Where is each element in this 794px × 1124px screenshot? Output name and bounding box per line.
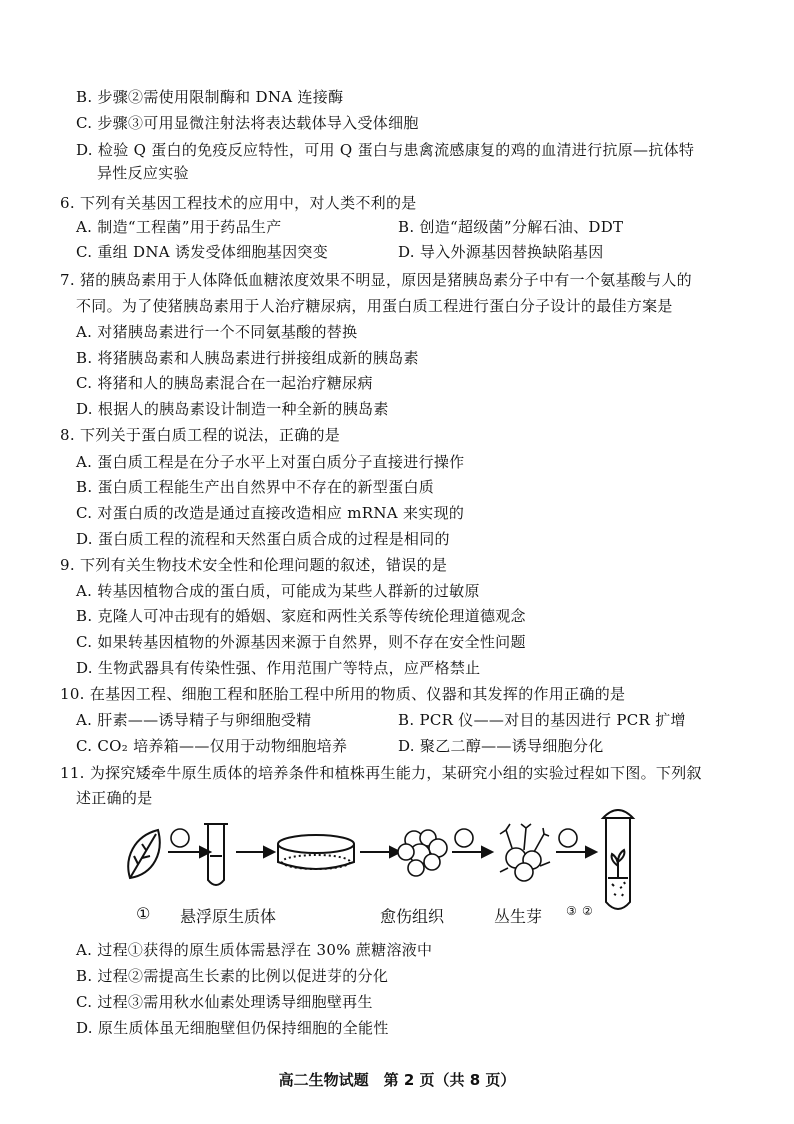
q8-option-b: B. 蛋白质工程能生产出自然界中不存在的新型蛋白质: [76, 478, 435, 496]
q11-stem-line1: 11. 为探究矮牵牛原生质体的培养条件和植株再生能力，某研究小组的实验过程如下图。下列叙: [60, 764, 702, 782]
experiment-flow-diagram: [120, 818, 640, 928]
q11-option-c: C. 过程③需用秋水仙素处理诱导细胞壁再生: [76, 993, 373, 1011]
q5-option-d-line1: D. 检验 Q 蛋白的免疫反应特性，可用 Q 蛋白与患禽流感康复的鸡的血清进行抗原—抗体特: [76, 141, 695, 159]
test-tube-icon: [204, 824, 228, 885]
q6-option-b: B. 创造“超级菌”分解石油、DDT: [398, 218, 624, 236]
q10-option-a: A. 肝素——诱导精子与卵细胞受精: [76, 711, 312, 729]
q10-stem: 10. 在基因工程、细胞工程和胚胎工程中所用的物质、仪器和其发挥的作用正确的是: [60, 685, 626, 703]
fig-step3-label: ③: [566, 904, 577, 918]
q8-option-d: D. 蛋白质工程的流程和天然蛋白质合成的过程是相同的: [76, 530, 450, 548]
fig-step1-label: ①: [136, 904, 151, 923]
q7-stem-line2: 不同。为了使猪胰岛素用于人治疗糖尿病，用蛋白质工程进行蛋白分子设计的最佳方案是: [76, 297, 673, 315]
arrow-4-icon: [452, 847, 492, 857]
q11-option-b: B. 过程②需提高生长素的比例以促进芽的分化: [76, 967, 389, 985]
q9-stem: 9. 下列有关生物技术安全性和伦理问题的叙述，错误的是: [60, 556, 448, 574]
fig-step2-label: ②: [582, 904, 593, 918]
q6-option-c: C. 重组 DNA 诱发受体细胞基因突变: [76, 243, 328, 261]
callus-icon: [398, 830, 447, 876]
q9-option-d: D. 生物武器具有传染性强、作用范围广等特点，应严格禁止: [76, 659, 481, 677]
q10-option-b: B. PCR 仪——对目的基因进行 PCR 扩增: [398, 711, 686, 729]
step3-circle: [559, 829, 577, 847]
q11-option-a: A. 过程①获得的原生质体需悬浮在 30% 蔗糖溶液中: [76, 941, 433, 959]
step1-circle: [171, 829, 189, 847]
leaf-icon: [128, 830, 159, 878]
q8-stem: 8. 下列关于蛋白质工程的说法，正确的是: [60, 426, 341, 444]
q6-stem: 6. 下列有关基因工程技术的应用中，对人类不利的是: [60, 194, 417, 212]
fig-label-shoots: 丛生芽: [494, 907, 543, 926]
q5-option-c: C. 步骤③可用显微注射法将表达载体导入受体细胞: [76, 114, 419, 132]
arrow-1-icon: [168, 847, 210, 857]
culture-tube-plantlet-icon: [603, 810, 633, 909]
shoots-icon: [500, 824, 550, 881]
q9-option-a: A. 转基因植物合成的蛋白质，可能成为某些人群新的过敏原: [76, 582, 480, 600]
q11-option-d: D. 原生质体虽无细胞壁但仍保持细胞的全能性: [76, 1019, 389, 1037]
q8-option-a: A. 蛋白质工程是在分子水平上对蛋白质分子直接进行操作: [76, 453, 465, 471]
q7-stem-line1: 7. 猪的胰岛素用于人体降低血糖浓度效果不明显，原因是猪胰岛素分子中有一个氨基酸与人的: [60, 271, 692, 289]
q8-option-c: C. 对蛋白质的改造是通过直接改造相应 mRNA 来实现的: [76, 504, 465, 522]
petri-dish-icon: [278, 835, 354, 869]
q9-option-c: C. 如果转基因植物的外源基因来源于自然界，则不存在安全性问题: [76, 633, 526, 651]
step2-circle: [455, 829, 473, 847]
q6-option-d: D. 导入外源基因替换缺陷基因: [398, 243, 604, 261]
q5-option-d-line2: 异性反应实验: [97, 164, 189, 182]
arrow-2-icon: [236, 847, 274, 857]
q9-option-b: B. 克隆人可冲击现有的婚姻、家庭和两性关系等传统伦理道德观念: [76, 607, 526, 625]
q10-option-c: C. CO₂ 培养箱——仅用于动物细胞培养: [76, 737, 348, 755]
arrow-5-icon: [556, 847, 596, 857]
fig-label-callus: 愈伤组织: [380, 907, 445, 926]
q10-option-d: D. 聚乙二醇——诱导细胞分化: [398, 737, 604, 755]
q6-option-a: A. 制造“工程菌”用于药品生产: [76, 218, 282, 236]
q7-option-d: D. 根据人的胰岛素设计制造一种全新的胰岛素: [76, 400, 389, 418]
q7-option-b: B. 将猪胰岛素和人胰岛素进行拼接组成新的胰岛素: [76, 349, 419, 367]
q5-option-b: B. 步骤②需使用限制酶和 DNA 连接酶: [76, 88, 344, 106]
page-footer: 高二生物试题 第 2 页（共 8 页）: [278, 1071, 516, 1089]
q7-option-a: A. 对猪胰岛素进行一个不同氨基酸的替换: [76, 323, 358, 341]
q7-option-c: C. 将猪和人的胰岛素混合在一起治疗糖尿病: [76, 374, 373, 392]
arrow-3-icon: [360, 847, 400, 857]
q11-stem-line2: 述正确的是: [76, 789, 153, 807]
fig-label-suspension: 悬浮原生质体: [180, 907, 277, 926]
